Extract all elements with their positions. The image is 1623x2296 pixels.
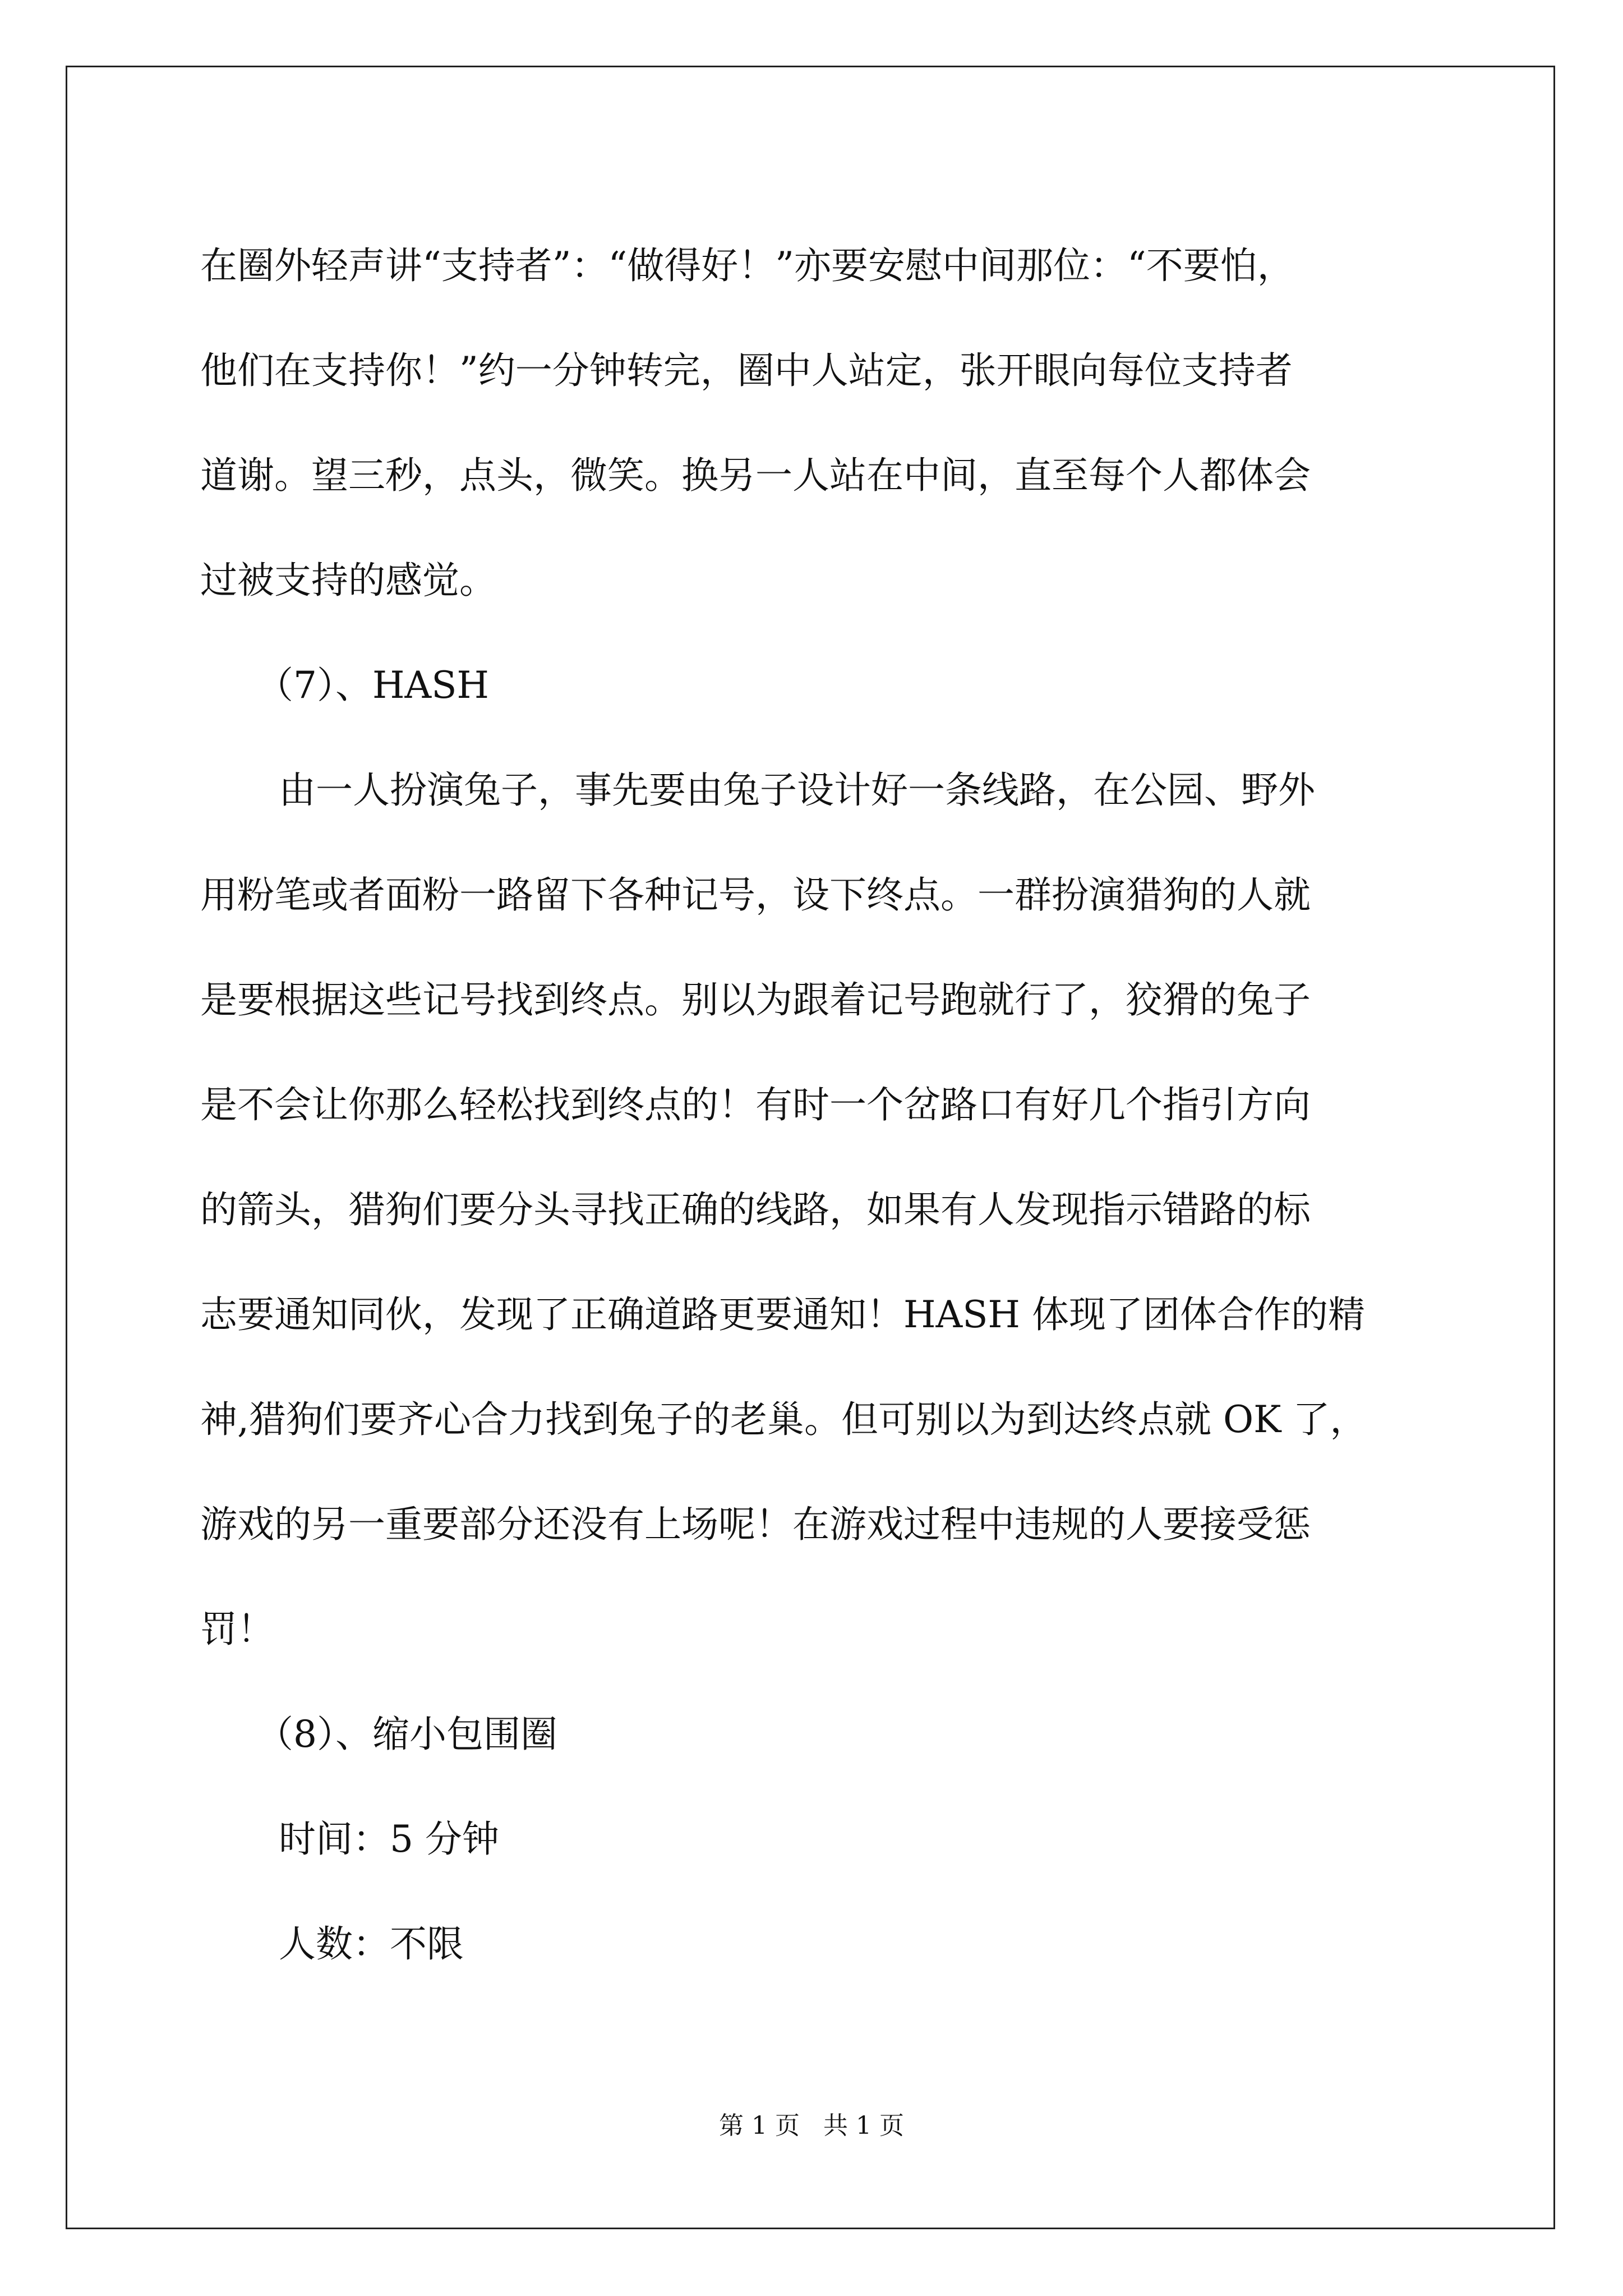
section-heading-hash: （7）、HASH <box>256 664 489 707</box>
paragraph-line: 神,猎狗们要齐心合力找到兔子的老巢。但可别以为到达终点就 OK 了， <box>200 1398 1367 1441</box>
paragraph-line: 道谢。望三秒，点头，微笑。换另一人站在中间，直至每个人都体会 <box>200 454 1311 497</box>
paragraph-line: 是要根据这些记号找到终点。别以为跟着记号跑就行了，狡猾的兔子 <box>200 978 1311 1022</box>
paragraph-line: 志要通知同伙，发现了正确道路更要通知！HASH 体现了团体合作的精 <box>200 1293 1365 1336</box>
page-footer: 第 1 页 共 1 页 <box>719 2111 904 2140</box>
paragraph-line: 由一人扮演兔子，事先要由兔子设计好一条线路，在公园、野外 <box>279 769 1315 812</box>
paragraph-line: 游戏的另一重要部分还没有上场呢！在游戏过程中违规的人要接受惩 <box>200 1503 1311 1546</box>
paragraph-line: 是不会让你那么轻松找到终点的！有时一个岔路口有好几个指引方向 <box>200 1083 1311 1126</box>
section-heading-shrink-circle: （8）、缩小包围圈 <box>256 1713 557 1756</box>
paragraph-line: 的箭头，猎狗们要分头寻找正确的线路，如果有人发现指示错路的标 <box>200 1188 1311 1231</box>
paragraph-line: 罚！ <box>200 1608 274 1651</box>
paragraph-line: 过被支持的感觉。 <box>200 559 496 602</box>
document-body <box>200 213 1423 1996</box>
paragraph-line: 他们在支持你！”约一分钟转完，圈中人站定，张开眼向每位支持者 <box>200 349 1293 392</box>
people-info: 人数：不限 <box>279 1922 464 1966</box>
time-info: 时间：5 分钟 <box>279 1818 499 1861</box>
paragraph-line: 在圈外轻声讲“支持者”：“做得好！”亦要安慰中间那位：“不要怕， <box>200 244 1294 287</box>
paragraph-line: 用粉笔或者面粉一路留下各种记号，设下终点。一群扮演猎狗的人就 <box>200 873 1311 917</box>
